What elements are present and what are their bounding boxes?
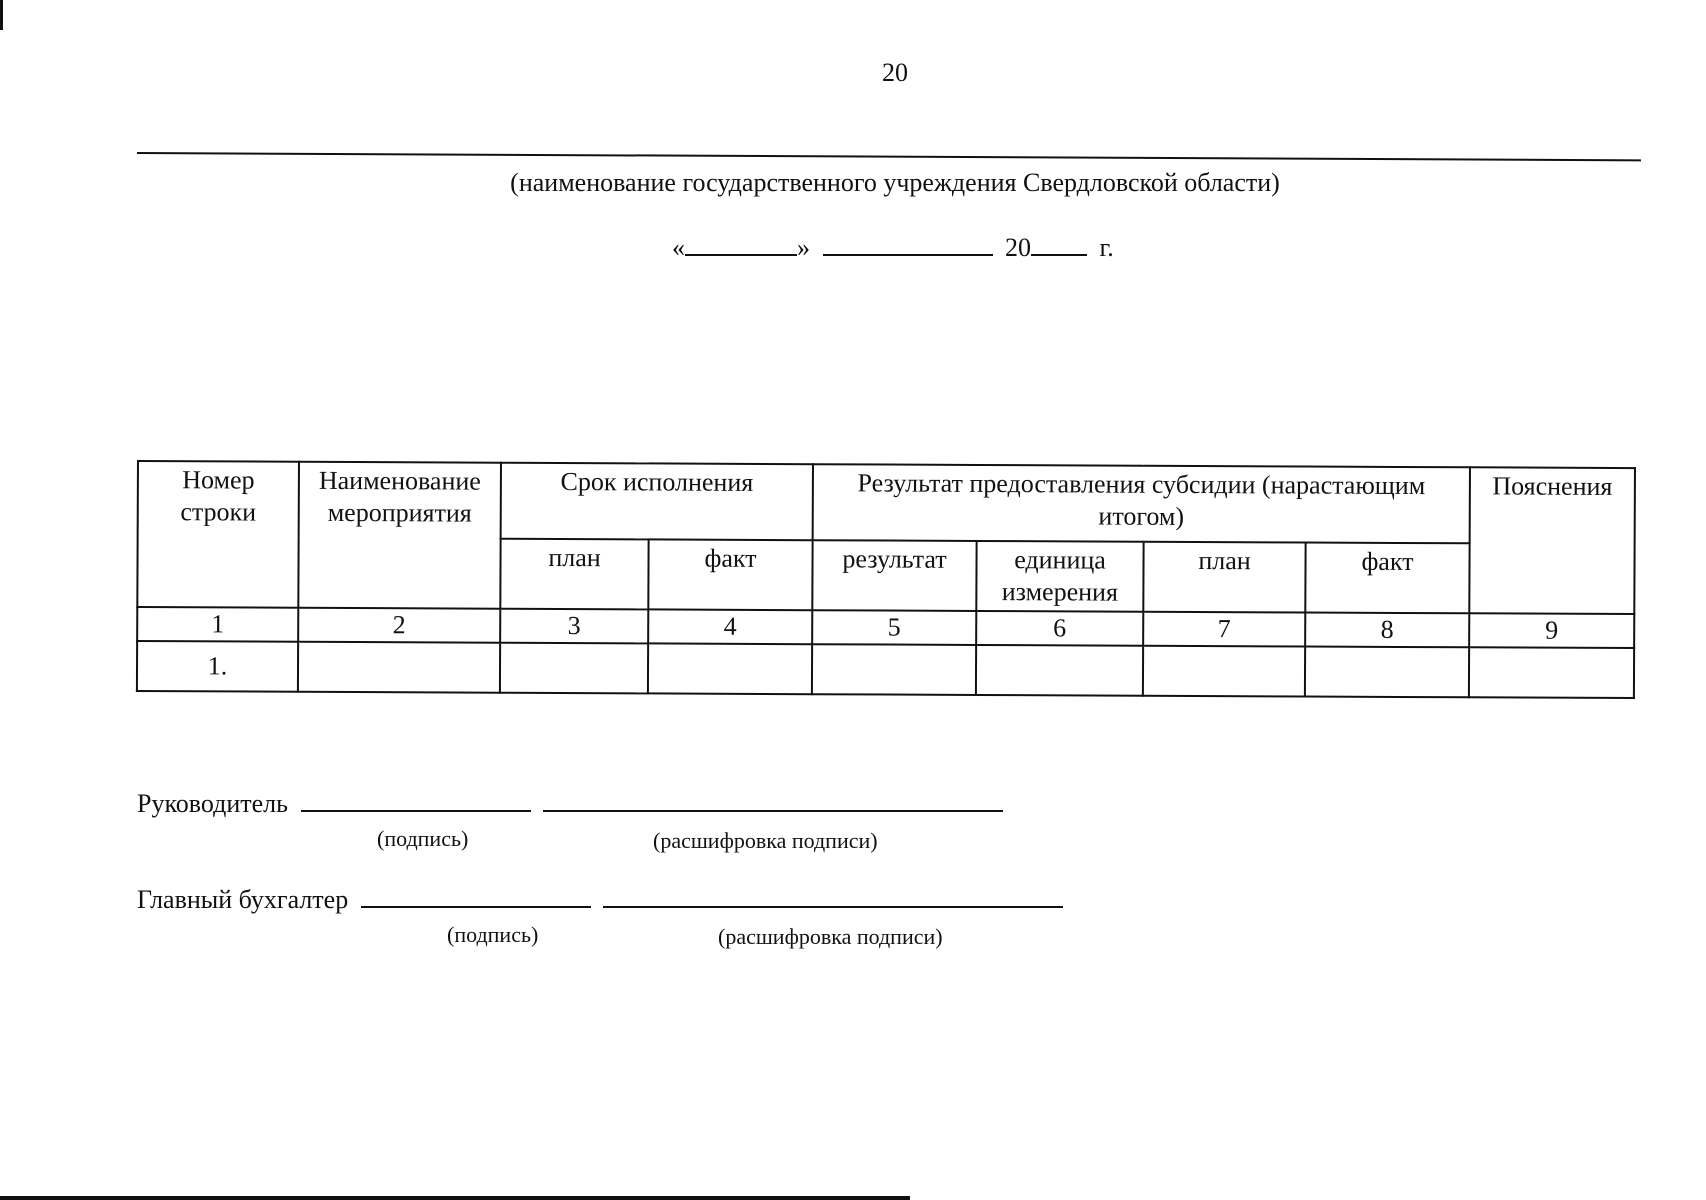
table-cell — [812, 644, 976, 695]
column-number: 6 — [976, 611, 1143, 646]
year-blank — [1031, 232, 1087, 256]
table-row — [137, 641, 1634, 698]
column-number: 9 — [1469, 613, 1634, 648]
date-open-quote: « — [672, 233, 685, 262]
chief-accountant-signature-line — [137, 884, 1063, 915]
column-number: 2 — [298, 608, 500, 643]
chief-accountant-label: Главный бухгалтер — [137, 885, 349, 914]
header-deadline-plan: план — [500, 539, 648, 610]
column-number: 3 — [500, 609, 648, 644]
header-deadline-fact: факт — [648, 539, 812, 610]
table-cell — [1143, 646, 1305, 697]
table-cell — [298, 642, 500, 693]
head-label: Руководитель — [137, 789, 288, 818]
bottom-scan-rule — [0, 1196, 910, 1200]
table-cell — [648, 643, 812, 694]
chief-accountant-decryption-caption: (расшифровка подписи) — [718, 924, 943, 949]
column-number: 1 — [137, 607, 298, 642]
month-blank — [823, 232, 993, 256]
header-notes: Пояснения — [1469, 467, 1635, 614]
day-blank — [685, 232, 797, 256]
head-decryption-caption: (расшифровка подписи) — [653, 828, 878, 853]
table-cell — [1305, 647, 1469, 698]
head-decryption-blank — [543, 788, 1003, 812]
header-deadline: Срок исполнения — [501, 463, 813, 540]
header-result-result: результат — [812, 540, 976, 611]
institution-name-line — [137, 152, 1641, 161]
scan-corner-mark — [0, 0, 3, 30]
year-prefix: 20 — [1005, 233, 1031, 262]
head-signature-caption: (подпись) — [377, 826, 469, 851]
table-cell — [976, 645, 1143, 696]
page-number: 20 — [882, 58, 908, 87]
table-cell-row-number: 1. — [137, 641, 298, 692]
report-table — [136, 460, 1636, 699]
header-result: Результат предоставления субсидии (нарастающим итогом) — [813, 464, 1470, 543]
year-suffix: г. — [1099, 233, 1114, 262]
column-number: 5 — [812, 610, 976, 645]
institution-caption: (наименование государственного учреждения Свердловской области) — [510, 168, 1280, 197]
table-cell — [1469, 647, 1634, 698]
chief-accountant-decryption-blank — [603, 884, 1063, 908]
date-close-quote: » — [797, 233, 810, 262]
column-number: 4 — [648, 609, 812, 644]
table-header-row-1 — [138, 461, 1635, 544]
header-event-name: Наименование мероприятия — [298, 462, 501, 609]
column-number: 7 — [1143, 612, 1305, 647]
header-result-unit: единица измерения — [976, 541, 1143, 612]
date-line — [672, 232, 1114, 263]
head-signature-line — [137, 788, 1003, 819]
header-result-plan: план — [1143, 542, 1305, 613]
head-signature-blank — [301, 788, 531, 812]
chief-accountant-signature-blank — [361, 884, 591, 908]
header-row-number: Номер строки — [137, 461, 299, 608]
header-result-fact: факт — [1305, 543, 1469, 614]
column-number: 8 — [1305, 613, 1469, 648]
chief-accountant-signature-caption: (подпись) — [447, 922, 539, 947]
table-cell — [500, 643, 648, 694]
